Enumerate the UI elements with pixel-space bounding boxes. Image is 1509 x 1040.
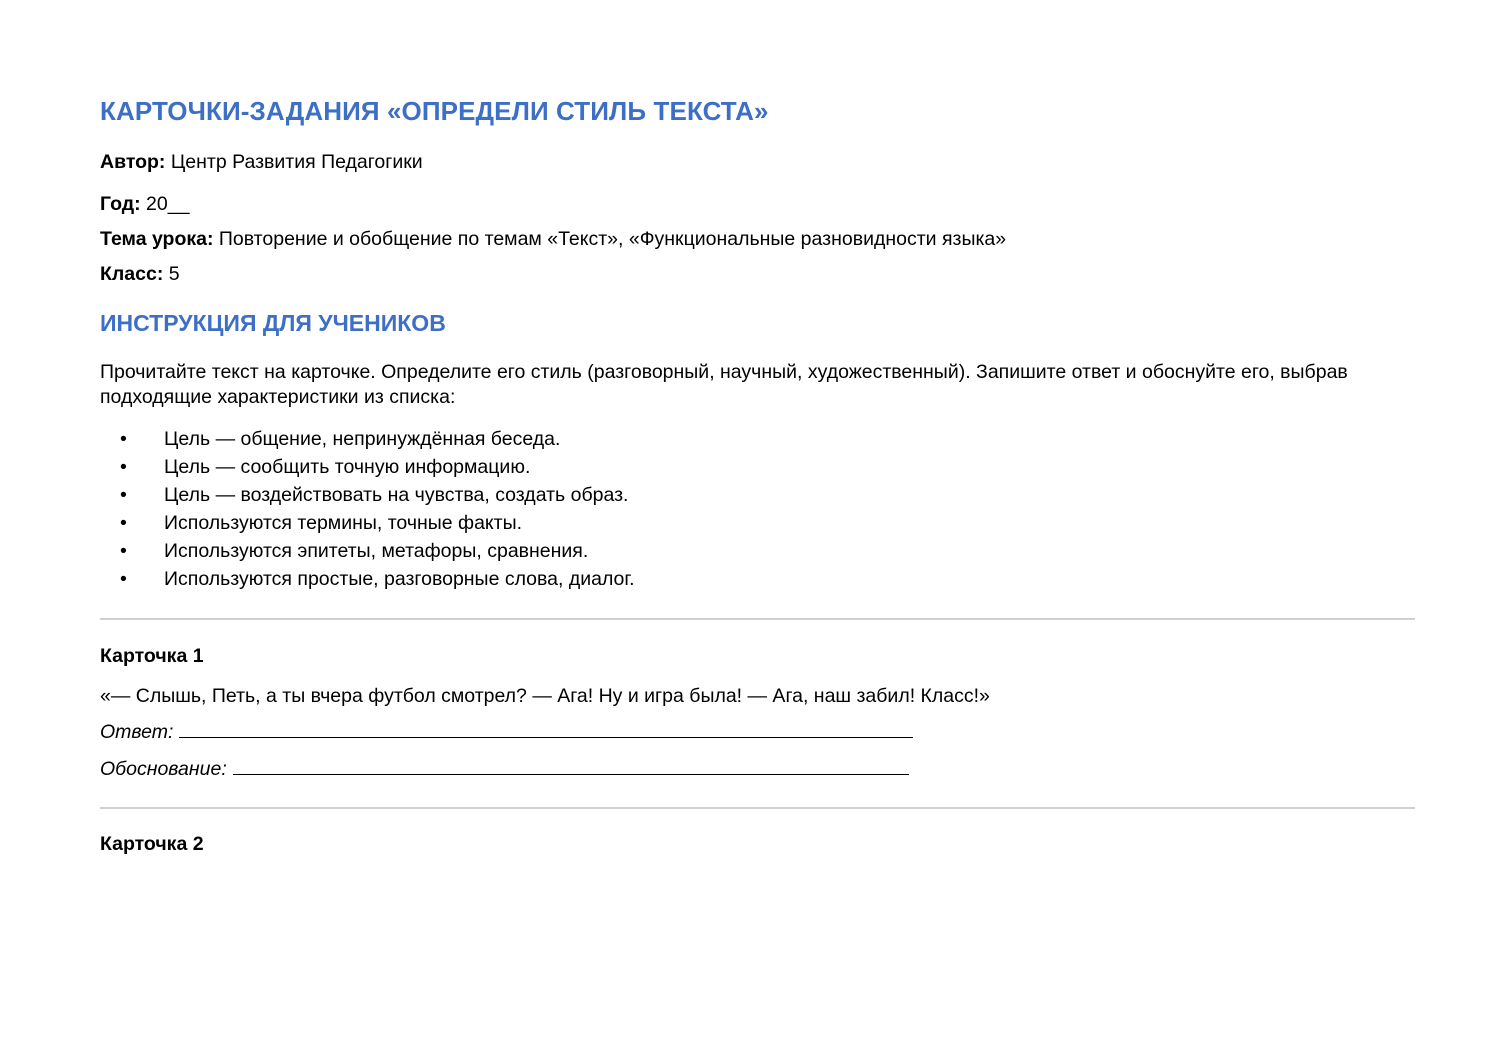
- grade-line: [100, 262, 180, 286]
- bullet-icon: •: [120, 512, 127, 534]
- bullet-icon: •: [120, 456, 127, 478]
- bullet-icon: •: [120, 484, 127, 506]
- year-label: Год:: [100, 193, 141, 215]
- criteria-item-text: Используются простые, разговорные слова, диалог.: [164, 568, 635, 590]
- criteria-item-text: Цель — сообщить точную информацию.: [164, 456, 531, 478]
- topic-line: [100, 227, 1006, 251]
- instructions-text: Прочитайте текст на карточке. Определите его стиль (разговорный, научный, художественный). Запишите ответ и обоснуйте его, выбрав подходящие характеристики из списка:: [100, 361, 1348, 408]
- criteria-item-text: Цель — воздействовать на чувства, создать образ.: [164, 484, 629, 506]
- criteria-item: [100, 537, 635, 565]
- topic-value: Повторение и обобщение по темам «Текст», «Функциональные разновидности языка»: [218, 228, 1007, 250]
- author-label: Автор:: [100, 151, 166, 173]
- section-divider: [100, 618, 1415, 620]
- reason-label: Обоснование:: [100, 758, 227, 780]
- criteria-item: [100, 481, 635, 509]
- year-value: 20__: [146, 193, 190, 215]
- reason-blank[interactable]: [233, 756, 909, 775]
- document-title: КАРТОЧКИ-ЗАДАНИЯ «ОПРЕДЕЛИ СТИЛЬ ТЕКСТА»: [100, 96, 769, 126]
- author-line: [100, 150, 423, 174]
- bullet-icon: •: [120, 428, 127, 450]
- criteria-item: [100, 425, 635, 453]
- answer-label: Ответ:: [100, 721, 174, 743]
- criteria-item-text: Цель — общение, непринуждённая беседа.: [164, 428, 561, 450]
- grade-value: 5: [168, 263, 180, 285]
- card-1-title: Карточка 1: [100, 645, 204, 667]
- author-value: Центр Развития Педагогики: [170, 151, 423, 173]
- bullet-icon: •: [120, 540, 127, 562]
- criteria-item: [100, 453, 635, 481]
- criteria-item-text: Используются эпитеты, метафоры, сравнения.: [164, 540, 589, 562]
- criteria-item: [100, 509, 635, 537]
- answer-blank[interactable]: [179, 719, 913, 738]
- grade-label: Класс:: [100, 263, 164, 285]
- topic-label: Тема урока:: [100, 228, 214, 250]
- card-2-title: Карточка 2: [100, 833, 204, 855]
- card-1-answer-line: [100, 719, 913, 745]
- criteria-list: [100, 425, 635, 593]
- bullet-icon: •: [120, 568, 127, 590]
- instructions-heading: ИНСТРУКЦИЯ ДЛЯ УЧЕНИКОВ: [100, 310, 446, 336]
- section-divider: [100, 807, 1415, 809]
- year-line: [100, 192, 189, 216]
- criteria-item-text: Используются термины, точные факты.: [164, 512, 523, 534]
- criteria-item: [100, 565, 635, 593]
- card-1-reason-line: [100, 756, 909, 782]
- card-1-text: «— Слышь, Петь, а ты вчера футбол смотрел? — Ага! Ну и игра была! — Ага, наш забил! Класс!»: [100, 685, 990, 707]
